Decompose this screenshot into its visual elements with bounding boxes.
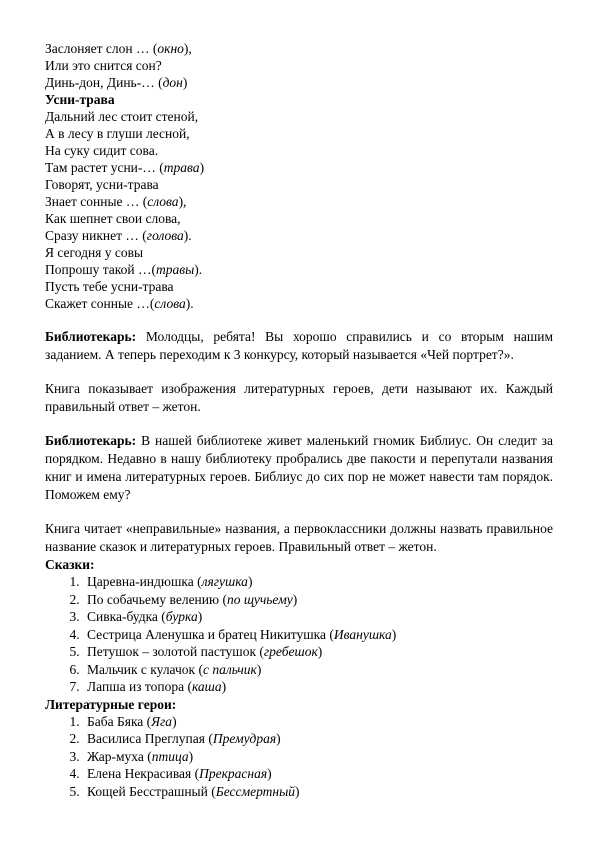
line-text: Дальний лес стоит стеной,: [45, 109, 199, 124]
line-end: ),: [183, 41, 192, 56]
poem-line: [45, 210, 553, 227]
line-end: ): [317, 644, 323, 659]
list-item: [83, 591, 553, 609]
list-item: [83, 783, 553, 801]
paragraph-text: В нашей библиотеке живет маленький гномик Библиус. Он следит за порядком. Недавно в нашу библиотеку пробрались две пакости и перепутали названия книг и имена литературных героев. Библиус до сих пор не может навести там порядок. Поможем ему?: [45, 433, 553, 502]
line-text: Динь-дон, Динь-… (: [45, 75, 163, 90]
answer-text: Прекрасная: [199, 766, 268, 781]
poem-line: [45, 57, 553, 74]
line-text: Жар-муха (: [87, 748, 152, 764]
line-end: ): [188, 748, 194, 764]
tales-list: [45, 573, 553, 696]
list-item: [83, 573, 553, 591]
line-text: Сразу никнет … (: [45, 228, 147, 243]
line-text: Знает сонные … (: [45, 194, 148, 209]
line-text: Петушок – золотой пастушок (: [87, 644, 264, 659]
list-item: [83, 765, 553, 783]
answer-text: дон: [162, 75, 183, 90]
line-end: ): [391, 626, 397, 642]
poem-line: [45, 108, 553, 125]
answer-text: голова: [146, 228, 184, 243]
paragraph-text: Молодцы, ребята! Вы хорошо справились и со вторым нашим заданием. А теперь переходим к 3 конкурсу, который называется «Чей портрет?».: [45, 329, 553, 362]
line-end: ): [221, 679, 227, 694]
line-text: Попрошу такой …(: [45, 262, 157, 277]
line-end: ): [247, 574, 253, 589]
poem-title: Усни-трава: [45, 92, 115, 107]
line-end: ): [197, 609, 203, 624]
poem-line: [45, 142, 553, 159]
list-item: [83, 626, 553, 644]
answer-text: лягушка: [201, 574, 248, 589]
poem-line: [45, 159, 553, 176]
list-item: [83, 730, 553, 748]
answer-text: с пальчик: [202, 661, 257, 677]
poem-line: [45, 125, 553, 142]
list-item: [83, 643, 553, 661]
line-text: Там растет усни-… (: [45, 160, 164, 175]
poem-line: [45, 227, 553, 244]
line-text: Скажет сонные …(: [45, 296, 155, 311]
line-text: Или это снится сон?: [45, 58, 162, 73]
line-end: ): [182, 75, 188, 90]
list-item: [83, 748, 553, 766]
paragraph-librarian-1: [45, 328, 553, 364]
answer-text: трава: [163, 160, 200, 175]
line-text: Мальчик с кулачок (: [87, 661, 203, 677]
poem-line: [45, 193, 553, 210]
section-title-tales: Сказки:: [45, 557, 95, 572]
line-text: Сивка-будка (: [87, 609, 166, 624]
answer-text: Иванушка: [333, 626, 392, 642]
line-text: Заслоняет слон … (: [45, 41, 158, 56]
poem-line: [45, 261, 553, 278]
poem-line: [45, 278, 553, 295]
poem-line: [45, 176, 553, 193]
answer-text: по щучьему: [226, 591, 293, 607]
answer-text: Яга: [151, 713, 173, 729]
poem-line: [45, 74, 553, 91]
answer-text: каша: [191, 679, 222, 694]
line-end: ),: [178, 194, 187, 209]
list-item: [83, 608, 553, 626]
line-text: Я сегодня у совы: [45, 245, 144, 260]
answer-text: окно: [157, 41, 184, 56]
document-page: [45, 40, 553, 800]
line-end: ).: [185, 296, 194, 311]
list-item: [83, 678, 553, 696]
poem-usni-trava: [45, 108, 553, 312]
line-text: Василиса Преглупая (: [87, 731, 213, 746]
paragraph-book-shows: Книга показывает изображения литературных героев, дети называют их. Каждый правильный ответ – жетон.: [45, 381, 553, 414]
paragraph-librarian-2: [45, 432, 553, 504]
list-item: [83, 661, 553, 679]
line-end: ): [172, 713, 177, 729]
speaker-label: Библиотекарь:: [45, 329, 137, 344]
answer-text: Бессмертный: [215, 783, 296, 799]
answer-text: слова: [147, 194, 179, 209]
answer-text: птица: [151, 748, 189, 764]
answer-text: травы: [156, 262, 195, 277]
line-end: ): [256, 661, 262, 677]
section-title-heroes: Литературные герои:: [45, 696, 177, 712]
line-text: Кощей Бесстрашный (: [87, 783, 216, 799]
heroes-list: [45, 713, 553, 801]
line-end: ): [267, 766, 272, 781]
answer-text: бурка: [165, 609, 198, 624]
line-text: А в лесу в глуши лесной,: [45, 126, 190, 141]
line-text: Лапша из топора (: [87, 679, 192, 694]
line-text: Пусть тебе усни-трава: [45, 279, 174, 294]
line-end: ): [295, 783, 300, 799]
poem-stanza: [45, 40, 553, 91]
paragraph-book-reads: Книга читает «неправильные» названия, а первоклассники должны назвать правильное название сказок и литературных героев. Правильный ответ – жетон.: [45, 521, 553, 554]
answer-text: Премудрая: [212, 731, 277, 746]
line-text: На суку сидит сова.: [45, 143, 159, 158]
line-text: Говорят, усни-трава: [45, 177, 159, 192]
line-end: ).: [183, 228, 192, 243]
line-text: Сестрица Аленушка и братец Никитушка (: [87, 626, 334, 642]
line-end: ).: [194, 262, 203, 277]
line-text: Царевна-индюшка (: [87, 574, 202, 589]
answer-text: гребешок: [263, 644, 318, 659]
speaker-label: Библиотекарь:: [45, 433, 137, 448]
line-text: По собачьему велению (: [87, 591, 227, 607]
answer-text: слова: [154, 296, 186, 311]
line-text: Баба Бяка (: [87, 713, 152, 729]
line-text: Как шепнет свои слова,: [45, 211, 181, 226]
line-end: ): [199, 160, 205, 175]
line-end: ): [276, 731, 281, 746]
poem-line: [45, 40, 553, 57]
line-text: Елена Некрасивая (: [87, 766, 200, 781]
poem-line: [45, 244, 553, 261]
line-end: ): [292, 591, 298, 607]
poem-line: [45, 295, 553, 312]
list-item: [83, 713, 553, 731]
